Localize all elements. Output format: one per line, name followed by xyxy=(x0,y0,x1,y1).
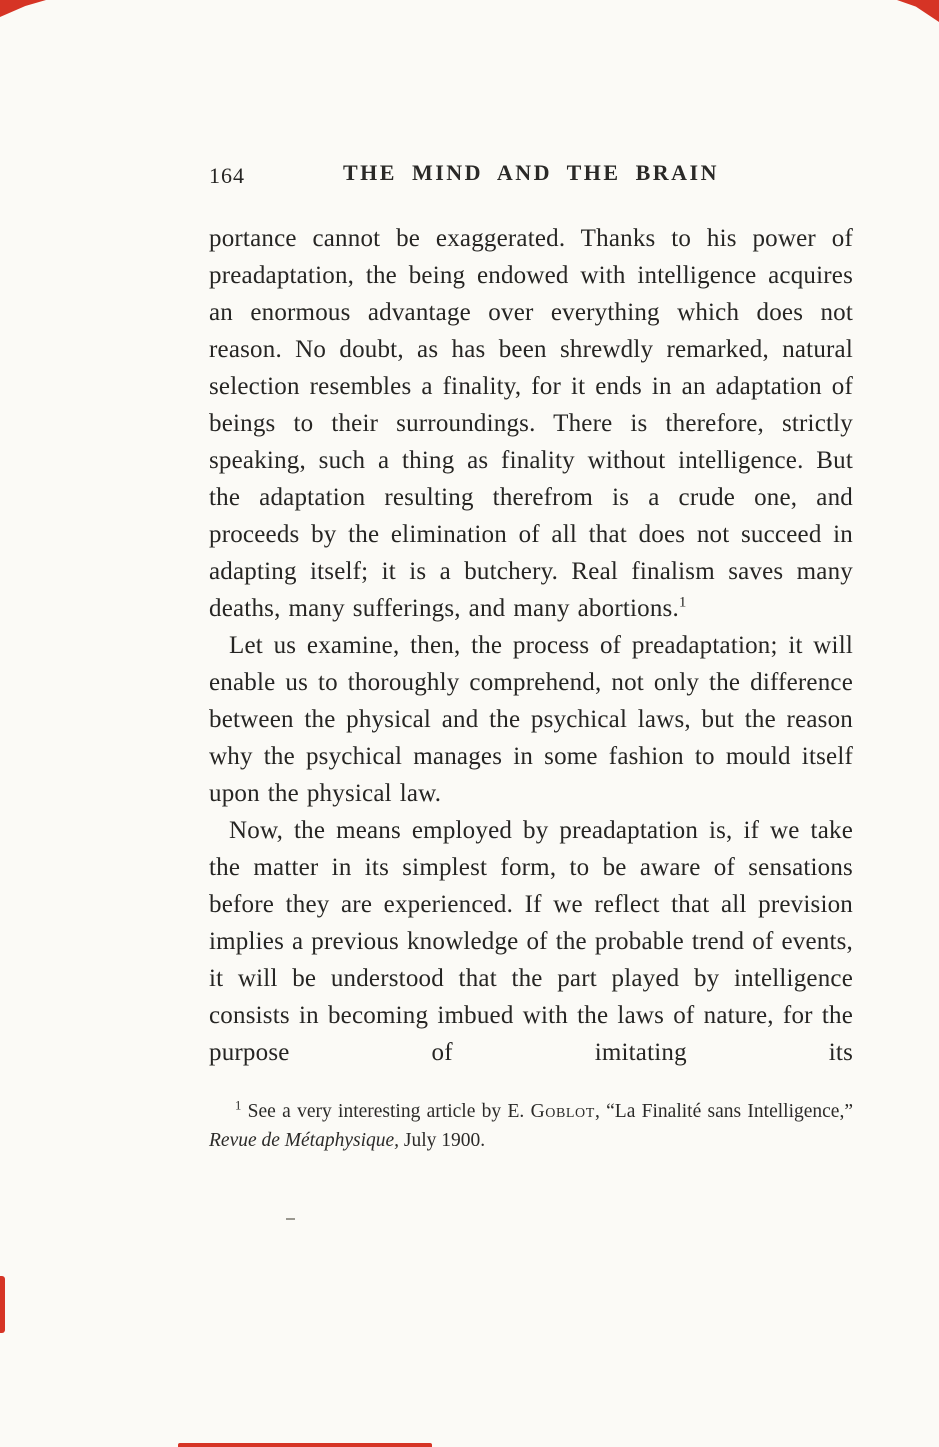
page-number: 164 xyxy=(209,163,245,188)
scan-artifact-bottom-edge xyxy=(178,1443,432,1447)
running-title: THE MIND AND THE BRAIN xyxy=(343,160,719,185)
footnote-text-1: See a very interesting article by E. xyxy=(241,1101,531,1122)
text-block xyxy=(209,160,853,1155)
footnote xyxy=(209,1097,853,1155)
paragraph-3: Now, the means employed by preadaptation is, if we take the matter in its simplest form, to be aware of sensations before they are experienced. If we reflect that all prevision implies a previous knowledge of the probable trend of events, it will be understood that the part played by intelligence consists in becoming imbued with the laws of nature, for the purpose of imitating its xyxy=(209,817,853,1066)
footnote-reference: 1 xyxy=(678,594,687,611)
footnote-separator-mark xyxy=(286,1218,295,1220)
paragraph-1 xyxy=(209,220,853,627)
footnote-text-2: , “La Finalité sans Intelligence,” xyxy=(594,1101,853,1122)
footnote-marker: 1 xyxy=(235,1098,242,1113)
page-header xyxy=(209,160,853,190)
scan-artifact-top-right xyxy=(897,0,939,22)
footnote-journal: Revue de Métaphysique, xyxy=(209,1130,400,1151)
scan-artifact-top-left xyxy=(0,0,46,17)
body-text xyxy=(209,220,853,1071)
paragraph-1-text: portance cannot be exaggerated. Thanks to his power of preadaptation, the being endowed with intelligence acquires an enormous advantage over everything which does not reason. No doubt, as has been shrewdly remarked, natural selection resembles a finality, for it ends in an adaptation of beings to their surroundings. There is therefore, strictly speaking, such a thing as finality without intelligence. But the adaptation resulting therefrom is a crude one, and proceeds by the elimination of all that does not succeed in adapting itself; it is a butchery. Real finalism saves many deaths, many sufferings, and many abortions. xyxy=(209,225,853,622)
footnote-author: Goblot xyxy=(530,1101,595,1122)
scan-artifact-left-edge xyxy=(0,1276,5,1333)
paragraph-2: Let us examine, then, the process of preadaptation; it will enable us to thoroughly comprehend, not only the difference between the physical and the psychical laws, but the reason why the psychical manages in some fashion to mould itself upon the physical law. xyxy=(209,632,853,807)
footnote-text-3: July 1900. xyxy=(399,1130,486,1151)
